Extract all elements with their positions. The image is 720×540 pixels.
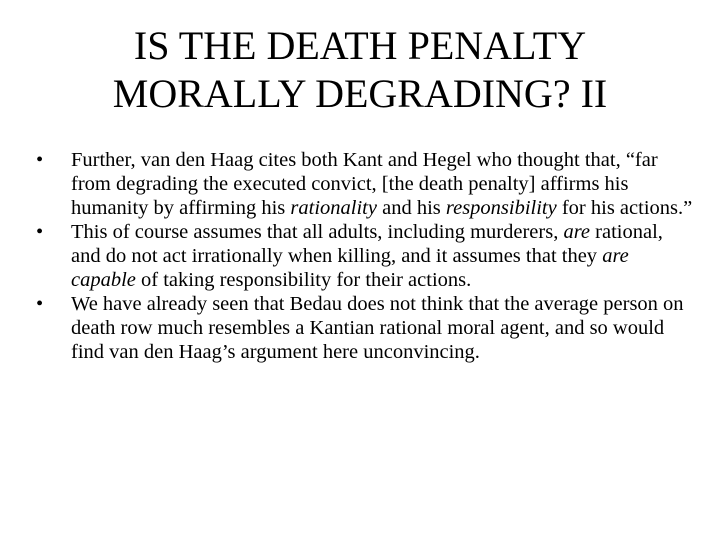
slide-title [40, 22, 680, 118]
title-line-1: IS THE DEATH PENALTY [133, 23, 587, 68]
bullet-segment: Further, van den Haag cites both Kant and Hegel who thought that, “far from degrading the executed convict, [the death penalty] affirms his humanity by affirming his [71, 149, 658, 219]
title-line-2: MORALLY DEGRADING? II [112, 71, 608, 116]
bullet-list [36, 148, 696, 364]
bullet-segment: We have already seen that Bedau does not think that the average person on death row much resembles a Kantian rational moral agent, and so would find van den Haag’s argument here unconvincing. [71, 293, 684, 363]
bullet-text [71, 293, 684, 363]
bullet-segment: rational, and do not act irrationally when killing, and it assumes that they [71, 221, 663, 267]
bullet-text [71, 221, 663, 291]
bullet-icon: • [36, 221, 44, 243]
bullet-segment: This of course assumes that all adults, including murderers, [71, 221, 564, 243]
bullet-segment: for his actions.” [556, 197, 693, 219]
bullet-icon: • [36, 293, 44, 315]
bullet-segment-italic: are [563, 221, 591, 243]
bullet-segment-italic: are capable [71, 245, 629, 291]
bullet-segment-italic: responsibility [445, 197, 557, 219]
bullet-icon: • [36, 149, 44, 171]
bullet-segment: and his [376, 197, 446, 219]
bullet-item [36, 292, 696, 364]
bullet-text [71, 149, 692, 219]
bullet-segment-italic: rationality [290, 197, 377, 219]
bullet-item [36, 148, 696, 220]
bullet-segment: of taking responsibility for their actions. [135, 269, 472, 291]
bullet-item [36, 220, 696, 292]
